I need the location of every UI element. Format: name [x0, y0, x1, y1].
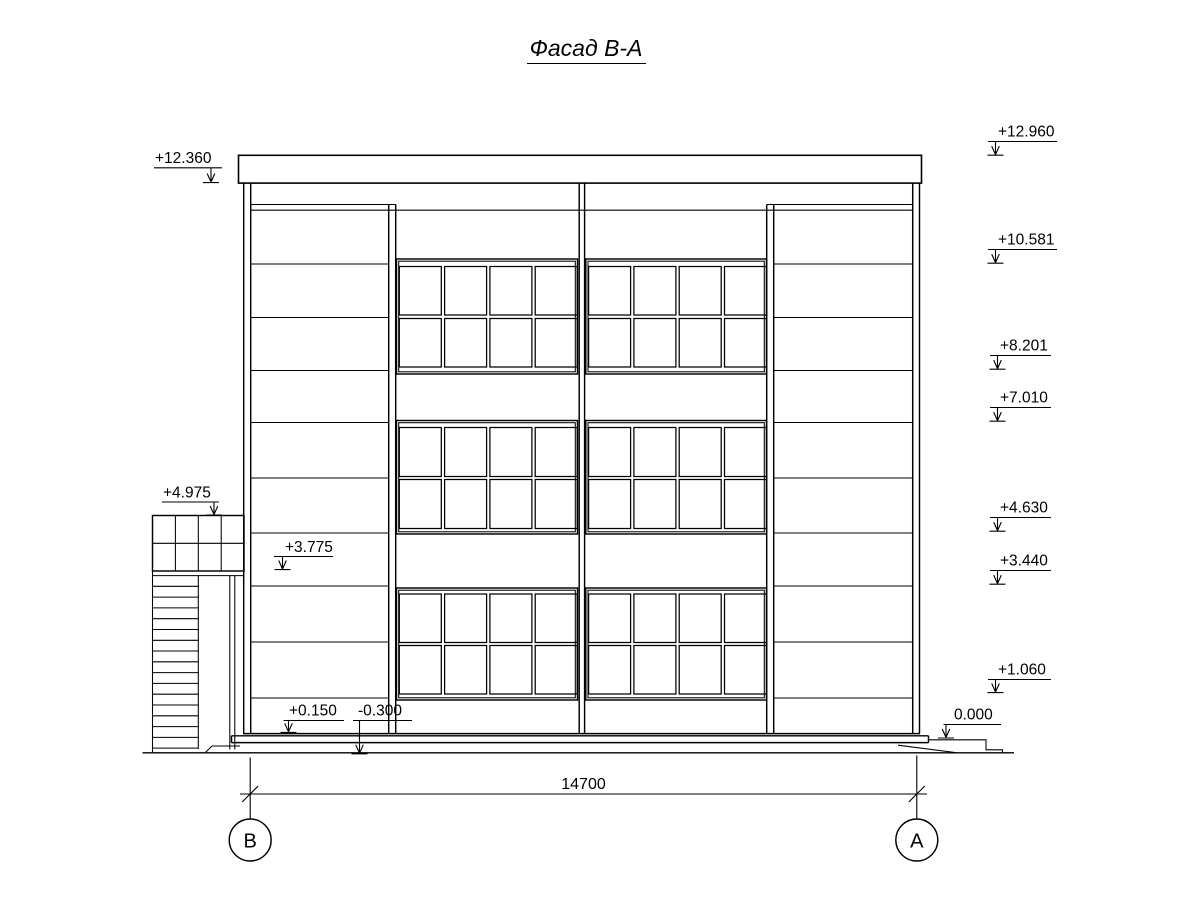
window-pane	[634, 319, 676, 368]
elevation-mark	[938, 707, 1001, 739]
window-pane	[490, 267, 532, 316]
window-pane	[535, 480, 577, 529]
window-pane	[399, 428, 441, 477]
window-pane	[535, 267, 577, 316]
window-pane	[445, 267, 487, 316]
elevation-leader-arrow	[990, 356, 1052, 370]
window-pane	[445, 594, 487, 643]
elevation-value: +12.360	[155, 150, 212, 167]
window-band-1-right	[586, 259, 767, 374]
window-pane	[490, 594, 532, 643]
elevation-mark	[988, 232, 1058, 264]
window-pane	[445, 428, 487, 477]
stair-tower	[153, 516, 245, 753]
window-pane	[679, 428, 721, 477]
window-pane	[535, 428, 577, 477]
elevation-marks-right	[938, 124, 1057, 739]
elevation-value: +12.960	[998, 123, 1055, 141]
center-mullion	[579, 183, 584, 734]
elevation-leader-arrow	[988, 142, 1058, 156]
window-pane	[399, 319, 441, 368]
elevation-leader-arrow	[990, 408, 1052, 422]
elevation-mark	[274, 539, 333, 570]
window-pane	[589, 267, 631, 316]
elevation-value: +4.630	[1000, 499, 1048, 517]
elevation-mark	[352, 703, 413, 754]
elevation-value: +3.775	[285, 539, 333, 556]
elevation-value: +1.060	[998, 661, 1046, 679]
elevation-leader-arrow	[352, 721, 413, 754]
drawing-title	[527, 35, 646, 64]
elevation-mark	[990, 553, 1052, 585]
window-pane	[725, 480, 767, 529]
window-pane	[445, 646, 487, 695]
window-pane	[490, 428, 532, 477]
window-pane	[589, 646, 631, 695]
window-pane	[399, 267, 441, 316]
upper-panel-joint	[251, 205, 913, 211]
elevation-leader-arrow	[274, 557, 333, 570]
window-pane	[589, 594, 631, 643]
elevation-mark	[988, 662, 1052, 693]
right-wall	[913, 183, 920, 734]
elevation-mark	[990, 500, 1052, 532]
elevation-mark	[281, 703, 345, 733]
window-pane	[535, 646, 577, 695]
window-pane	[725, 267, 767, 316]
window-band-2-left	[397, 421, 578, 535]
dimension-value: 14700	[561, 776, 606, 793]
stair-louver-lines	[153, 586, 199, 748]
window-pane	[679, 267, 721, 316]
title-text: Фасад В-А	[529, 35, 643, 61]
window-pane	[399, 646, 441, 695]
elevation-value: -0.300	[358, 702, 402, 720]
stair-glazing-muntins	[153, 516, 245, 572]
elevation-leader-arrow	[988, 680, 1052, 693]
window-pane	[679, 594, 721, 643]
axis-label-left: В	[243, 830, 257, 853]
window-pane	[535, 319, 577, 368]
axis-label-right: А	[910, 830, 924, 853]
elevation-leader-arrow	[154, 168, 222, 183]
elevation-mark	[162, 485, 222, 516]
panel-joint-lines	[251, 264, 913, 698]
elevation-leader-arrow	[990, 571, 1052, 585]
window-pane	[634, 594, 676, 643]
left-wall	[244, 183, 251, 734]
window-pane	[679, 480, 721, 529]
elevation-value: +7.010	[1000, 389, 1048, 407]
window-pane	[589, 480, 631, 529]
window-pane	[679, 646, 721, 695]
window-band-1-left	[397, 259, 578, 374]
window-pane	[490, 480, 532, 529]
elevation-value: +10.581	[998, 231, 1055, 249]
window-pane	[490, 646, 532, 695]
window-pane	[589, 428, 631, 477]
window-pane	[445, 480, 487, 529]
window-pane	[399, 594, 441, 643]
window-pane	[399, 480, 441, 529]
building-shell	[239, 155, 922, 733]
base-and-ground	[143, 734, 1015, 753]
elevation-value: +0.150	[289, 702, 337, 720]
elevation-leader-arrow	[990, 518, 1052, 532]
parapet-band	[239, 155, 922, 183]
wall-panel-joints	[251, 264, 913, 698]
window-pane	[490, 319, 532, 368]
window-pane	[634, 480, 676, 529]
window-pane	[634, 428, 676, 477]
elevation-value: +8.201	[1000, 337, 1048, 355]
window-pane	[589, 319, 631, 368]
window-band-3-right	[586, 588, 767, 700]
dimension-line-group	[240, 756, 927, 819]
elevation-marks-left	[154, 150, 412, 754]
window-pane	[634, 646, 676, 695]
elevation-mark	[990, 390, 1052, 422]
right-pilaster	[767, 205, 774, 734]
window-pane	[634, 267, 676, 316]
elevation-value: +3.440	[1000, 552, 1048, 570]
window-pane	[725, 594, 767, 643]
elevation-leader-arrow	[281, 721, 345, 733]
axis-markers	[229, 819, 938, 861]
window-pane	[725, 319, 767, 368]
window-pane	[679, 319, 721, 368]
elevation-leader-arrow	[938, 725, 1001, 739]
window-band-2-right	[586, 421, 767, 535]
window-pane	[535, 594, 577, 643]
elevation-mark	[990, 338, 1052, 370]
left-pilaster	[389, 205, 396, 734]
elevation-leader-arrow	[162, 502, 222, 515]
window-band-3-left	[397, 588, 578, 700]
elevation-mark	[988, 124, 1058, 156]
elevation-value: +4.975	[163, 484, 211, 502]
elevation-value: 0.000	[954, 706, 993, 724]
window-pane	[445, 319, 487, 368]
entrance-steps	[898, 740, 1003, 753]
plinth	[232, 736, 929, 743]
elevation-mark	[154, 150, 222, 183]
window-pane	[725, 646, 767, 695]
window-pane	[725, 428, 767, 477]
elevation-leader-arrow	[988, 250, 1058, 264]
window-bands	[397, 259, 767, 700]
